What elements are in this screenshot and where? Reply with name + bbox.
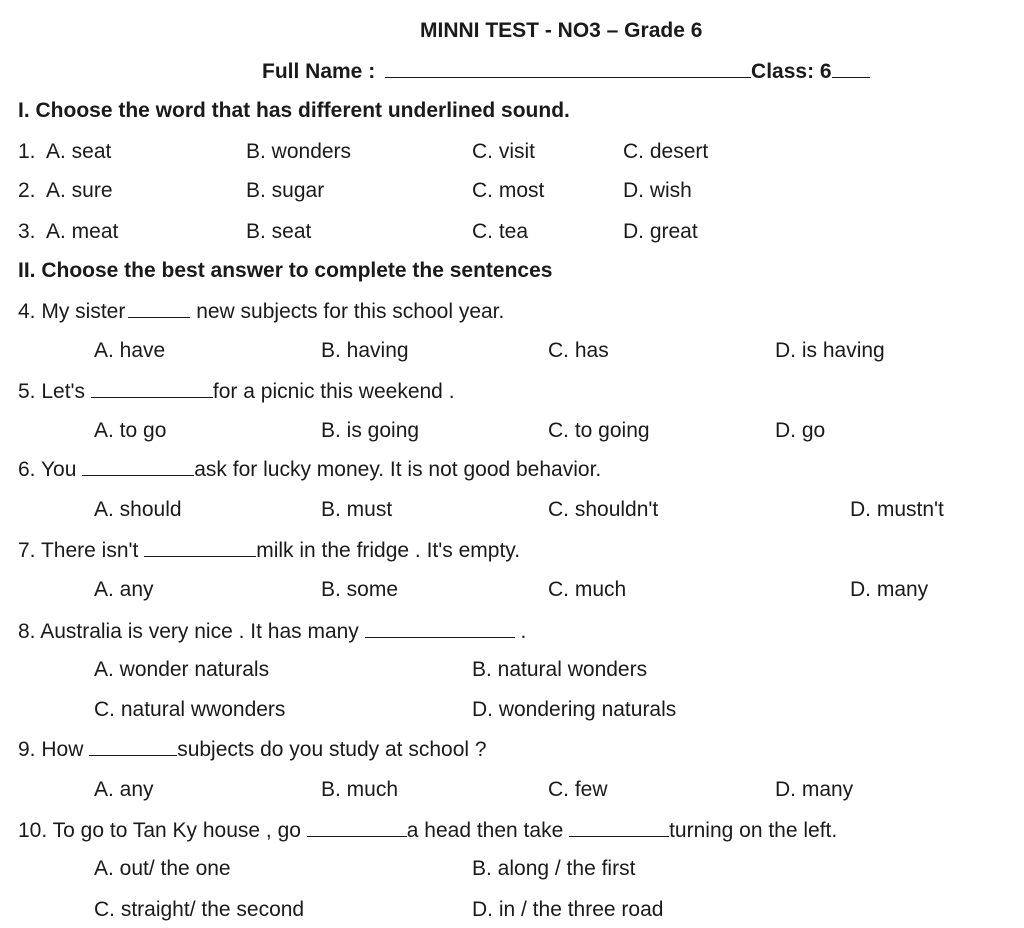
q3-option-d: D. great [623,220,698,243]
q10-option-b: B. along / the first [472,857,636,880]
q9-option-c: C. few [548,778,608,801]
q10-option-d: D. in / the three road [472,898,664,921]
page-title: MINNI TEST - NO3 – Grade 6 [420,19,703,42]
q7-option-c: C. much [548,578,627,601]
q4-stem-start: 4. My sister [18,300,126,323]
q5-option-d: D. go [775,419,826,442]
q7-option-a: A. any [94,578,154,601]
q7-option-b: B. some [321,578,399,601]
fullname-label: Full Name : [262,60,376,83]
q5-stem-start: 5. Let's [18,380,86,403]
q4-option-d: D. is having [775,339,885,362]
q8-stem [18,619,526,644]
q2-option-d: D. wish [623,179,692,202]
q10-blank-2[interactable] [569,818,669,837]
q1-number: 1. [18,140,36,163]
q6-option-a: A. should [94,498,182,521]
q4-stem [18,299,504,324]
section1-heading: I. Choose the word that has different underlined sound. [18,99,570,122]
q8-option-c: C. natural wwonders [94,698,286,721]
q2-option-b: B. sugar [246,179,325,202]
q6-option-b: B. must [321,498,393,521]
q8-option-b: B. natural wonders [472,658,648,681]
q4-option-b: B. having [321,339,409,362]
q1-option-d: C. desert [623,140,709,163]
section2-heading: II. Choose the best answer to complete the sentences [18,259,553,282]
q8-option-a: A. wonder naturals [94,658,270,681]
q5-option-b: B. is going [321,419,420,442]
q9-stem-start: 9. How [18,738,84,761]
q8-blank[interactable] [365,619,515,638]
q4-option-c: C. has [548,339,609,362]
q2-option-c: C. most [472,179,545,202]
q9-blank[interactable] [89,737,177,756]
q10-option-a: A. out/ the one [94,857,231,880]
q6-option-c: C. shouldn't [548,498,659,521]
q5-option-c: C. to going [548,419,650,442]
q2-option-a: A. sure [46,179,113,202]
q2-number: 2. [18,179,36,202]
q5-stem-end: for a picnic this weekend . [212,380,455,403]
q6-stem [18,457,601,482]
fullname-line [262,59,870,84]
q5-stem [18,379,455,404]
class-blank[interactable] [832,59,870,78]
q8-stem-start: 8. Australia is very nice . It has many [18,620,359,643]
q5-option-a: A. to go [94,419,167,442]
fullname-blank[interactable] [385,59,751,78]
q8-stem-end: . [520,620,527,643]
q7-option-d: D. many [850,578,929,601]
q3-number: 3. [18,220,36,243]
q1-option-a: A. seat [46,140,112,163]
q10-stem-middle: a head then take [406,819,564,842]
q6-blank[interactable] [82,457,194,476]
q3-option-c: C. tea [472,220,529,243]
q10-stem-end: turning on the left. [669,819,838,842]
q7-stem-end: milk in the fridge . It's empty. [256,539,521,562]
q1-option-c: C. visit [472,140,535,163]
q4-stem-end: new subjects for this school year. [196,300,505,323]
q5-blank[interactable] [91,379,213,398]
q6-stem-end: ask for lucky money. It is not good behavior. [194,458,602,481]
q10-stem [18,818,837,843]
q9-option-a: A. any [94,778,154,801]
q9-option-b: B. much [321,778,399,801]
q7-stem-start: 7. There isn't [18,539,139,562]
q3-option-b: B. seat [246,220,312,243]
q4-blank[interactable] [128,299,190,318]
q9-stem-end: subjects do you study at school ? [177,738,487,761]
q6-option-d: D. mustn't [850,498,944,521]
class-label: Class: 6 [751,60,832,83]
q9-option-d: D. many [775,778,854,801]
q10-option-c: C. straight/ the second [94,898,305,921]
q3-option-a: A. meat [46,220,119,243]
q6-stem-start: 6. You [18,458,77,481]
q8-option-d: D. wondering naturals [472,698,677,721]
q7-stem [18,538,520,563]
q4-option-a: A. have [94,339,166,362]
q9-stem [18,737,487,762]
q10-stem-start: 10. To go to Tan Ky house , go [18,819,301,842]
q7-blank[interactable] [144,538,256,557]
q10-blank-1[interactable] [307,818,407,837]
q1-option-b: B. wonders [246,140,352,163]
